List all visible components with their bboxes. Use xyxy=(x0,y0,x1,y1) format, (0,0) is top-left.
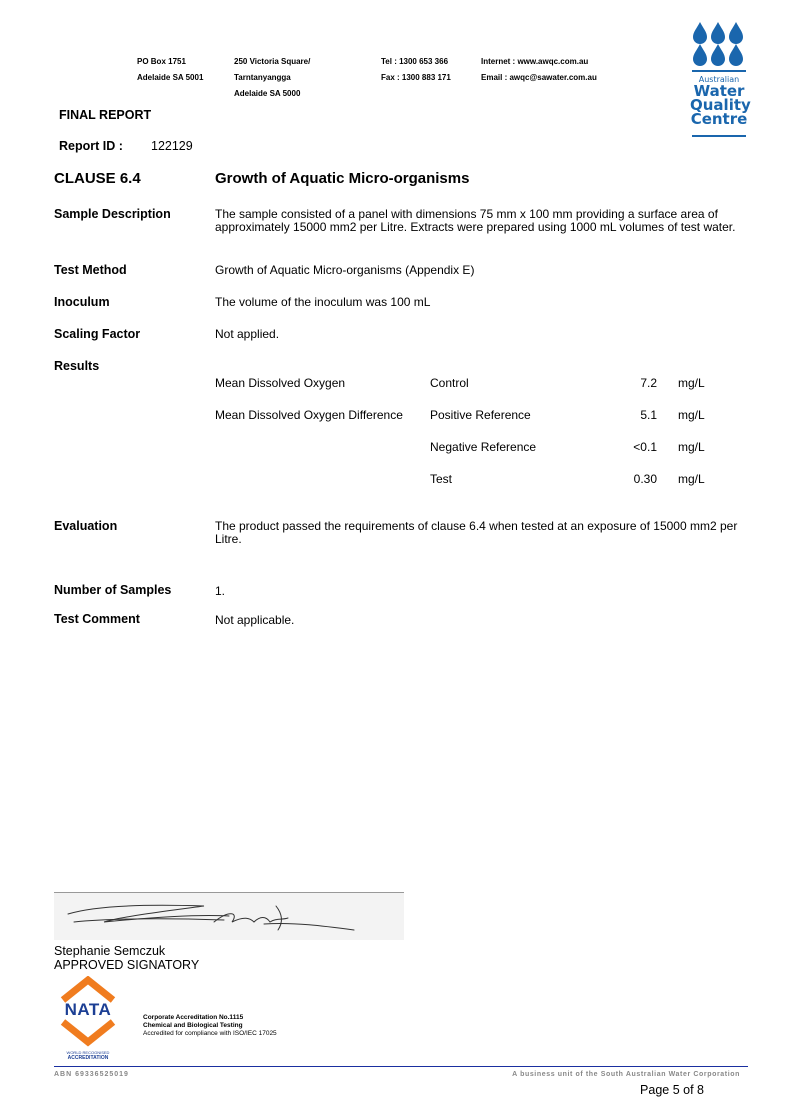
street-line-3: Adelaide SA 5000 xyxy=(234,89,301,98)
postal-line-1: PO Box 1751 xyxy=(137,57,186,66)
nata-accreditation: ACCREDITATION xyxy=(67,1055,109,1061)
evaluation-text: The product passed the requirements of clause 6.4 when tested at an exposure of 15000 mm2 per Litre. xyxy=(215,519,738,546)
sample-description-text: The sample consisted of a panel with dimensions 75 mm x 100 mm providing a surface area of approximately 15000 mm2 per Litre. Extracts were prepared using 1000 mL volumes of test water. xyxy=(215,207,736,234)
tel: Tel : 1300 653 366 xyxy=(381,57,449,66)
test-method-label: Test Method xyxy=(54,263,127,277)
page-number: Page 5 of 8 xyxy=(640,1083,704,1097)
signatory-name: Stephanie Semczuk xyxy=(54,944,166,958)
result-value: 5.1 xyxy=(640,408,657,422)
test-comment-text: Not applicable. xyxy=(215,613,295,627)
inoculum-label: Inoculum xyxy=(54,295,110,309)
nata-testing-type: Chemical and Biological Testing xyxy=(143,1022,243,1029)
street-line-2: Tarntanyangga xyxy=(234,73,291,82)
result-measure: Mean Dissolved Oxygen Difference xyxy=(215,408,403,422)
logo-australian: Australian xyxy=(698,75,740,84)
result-value: 0.30 xyxy=(633,472,657,486)
internet: Internet : www.awqc.com.au xyxy=(481,57,589,66)
nata-accreditation-no: Corporate Accreditation No.1115 xyxy=(143,1014,244,1021)
street-line-1: 250 Victoria Square/ xyxy=(234,57,311,66)
sample-description-label: Sample Description xyxy=(54,207,171,221)
result-unit: mg/L xyxy=(678,472,705,486)
nata-wordmark: NATA xyxy=(64,1000,112,1019)
report-id-value: 122129 xyxy=(151,139,193,153)
business-unit: A business unit of the South Australian Water Corporation xyxy=(512,1071,740,1078)
number-of-samples-text: 1. xyxy=(215,584,226,598)
logo-quality: Quality xyxy=(690,96,751,114)
footer-rule xyxy=(54,1066,748,1067)
logo-centre: Centre xyxy=(690,110,748,128)
evaluation-label: Evaluation xyxy=(54,519,118,533)
result-type: Positive Reference xyxy=(430,408,531,422)
logo-water: Water xyxy=(693,82,745,100)
clause-number: CLAUSE 6.4 xyxy=(54,170,141,187)
fax: Fax : 1300 883 171 xyxy=(381,73,451,82)
clause-title: Growth of Aquatic Micro-organisms xyxy=(215,170,470,187)
report-id-label: Report ID : xyxy=(59,139,123,153)
web-block xyxy=(481,50,597,90)
test-comment-label: Test Comment xyxy=(54,612,140,626)
nata-logo xyxy=(55,976,121,1068)
inoculum-text: The volume of the inoculum was 100 mL xyxy=(215,295,431,309)
result-measure: Mean Dissolved Oxygen xyxy=(215,376,346,390)
postal-line-2: Adelaide SA 5001 xyxy=(137,73,204,82)
result-unit: mg/L xyxy=(678,408,705,422)
scaling-factor-text: Not applied. xyxy=(215,327,280,341)
result-type: Test xyxy=(430,472,453,486)
logo-wordmark xyxy=(690,75,751,128)
email: Email : awqc@sawater.com.au xyxy=(481,73,597,82)
result-value: 7.2 xyxy=(640,376,657,390)
number-of-samples-label: Number of Samples xyxy=(54,583,172,597)
postal-address xyxy=(137,50,203,90)
abn: ABN 69336525019 xyxy=(54,1071,129,1078)
result-unit: mg/L xyxy=(678,440,705,454)
street-address xyxy=(234,50,310,106)
awqc-logo xyxy=(690,20,750,140)
nata-recognised: WORLD RECOGNISED xyxy=(66,1050,110,1055)
test-method-text: Growth of Aquatic Micro-organisms (Appendix E) xyxy=(215,263,475,277)
water-drops-icon xyxy=(690,20,750,76)
logo-underline xyxy=(692,135,746,137)
result-unit: mg/L xyxy=(678,376,705,390)
final-report-heading: FINAL REPORT xyxy=(59,108,152,122)
signature-box xyxy=(54,892,404,940)
phone-block xyxy=(381,50,451,90)
signature-image xyxy=(54,892,404,940)
scaling-factor-label: Scaling Factor xyxy=(54,327,141,341)
result-type: Negative Reference xyxy=(430,440,537,454)
result-type: Control xyxy=(430,376,469,390)
signatory-title: APPROVED SIGNATORY xyxy=(54,958,200,972)
results-label: Results xyxy=(54,359,100,373)
nata-compliance: Accredited for compliance with ISO/IEC 17025 xyxy=(143,1030,277,1037)
result-value: <0.1 xyxy=(633,440,657,454)
